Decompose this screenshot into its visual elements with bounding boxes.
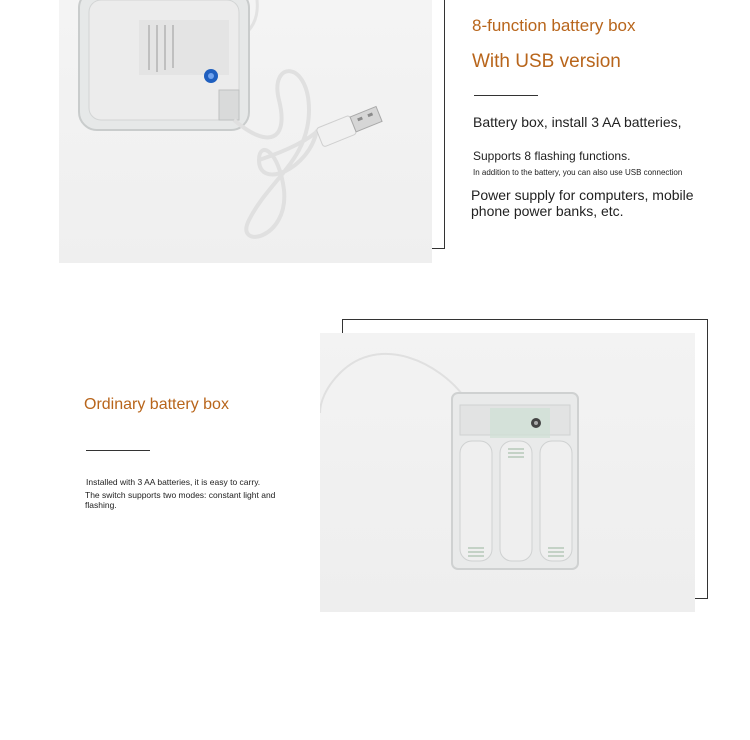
usb-section-divider: [474, 95, 538, 96]
ordinary-section-text-2: The switch supports two modes: constant light and flashing.: [85, 490, 276, 510]
ordinary-section-divider: [86, 450, 150, 451]
frame-line-bottom: [695, 598, 708, 599]
frame-line-horizontal: [432, 248, 445, 249]
usb-battery-box-photo: [59, 0, 432, 263]
usb-section-text-1: Battery box, install 3 AA batteries,: [473, 114, 682, 130]
frame-line-vertical: [444, 0, 445, 248]
usb-section-title-line-1: 8-function battery box: [472, 16, 636, 35]
ordinary-section-title: Ordinary battery box: [84, 396, 229, 413]
ordinary-battery-box-illustration: [320, 333, 695, 612]
frame-line-right: [707, 319, 708, 599]
usb-section-text-4: Power supply for computers, mobile phone power banks, etc.: [471, 187, 694, 219]
usb-section-text-2: Supports 8 flashing functions.: [473, 149, 631, 163]
ordinary-section-text-1: Installed with 3 AA batteries, it is easy to carry.: [86, 477, 261, 487]
usb-section-text-3: In addition to the battery, you can also use USB connection: [473, 168, 683, 177]
ordinary-battery-box-photo: [320, 333, 695, 612]
usb-section-title-line-2: With USB version: [472, 51, 621, 72]
usb-battery-box-illustration: [59, 0, 432, 263]
frame-line-top: [342, 319, 708, 320]
frame-line-left: [342, 319, 343, 333]
